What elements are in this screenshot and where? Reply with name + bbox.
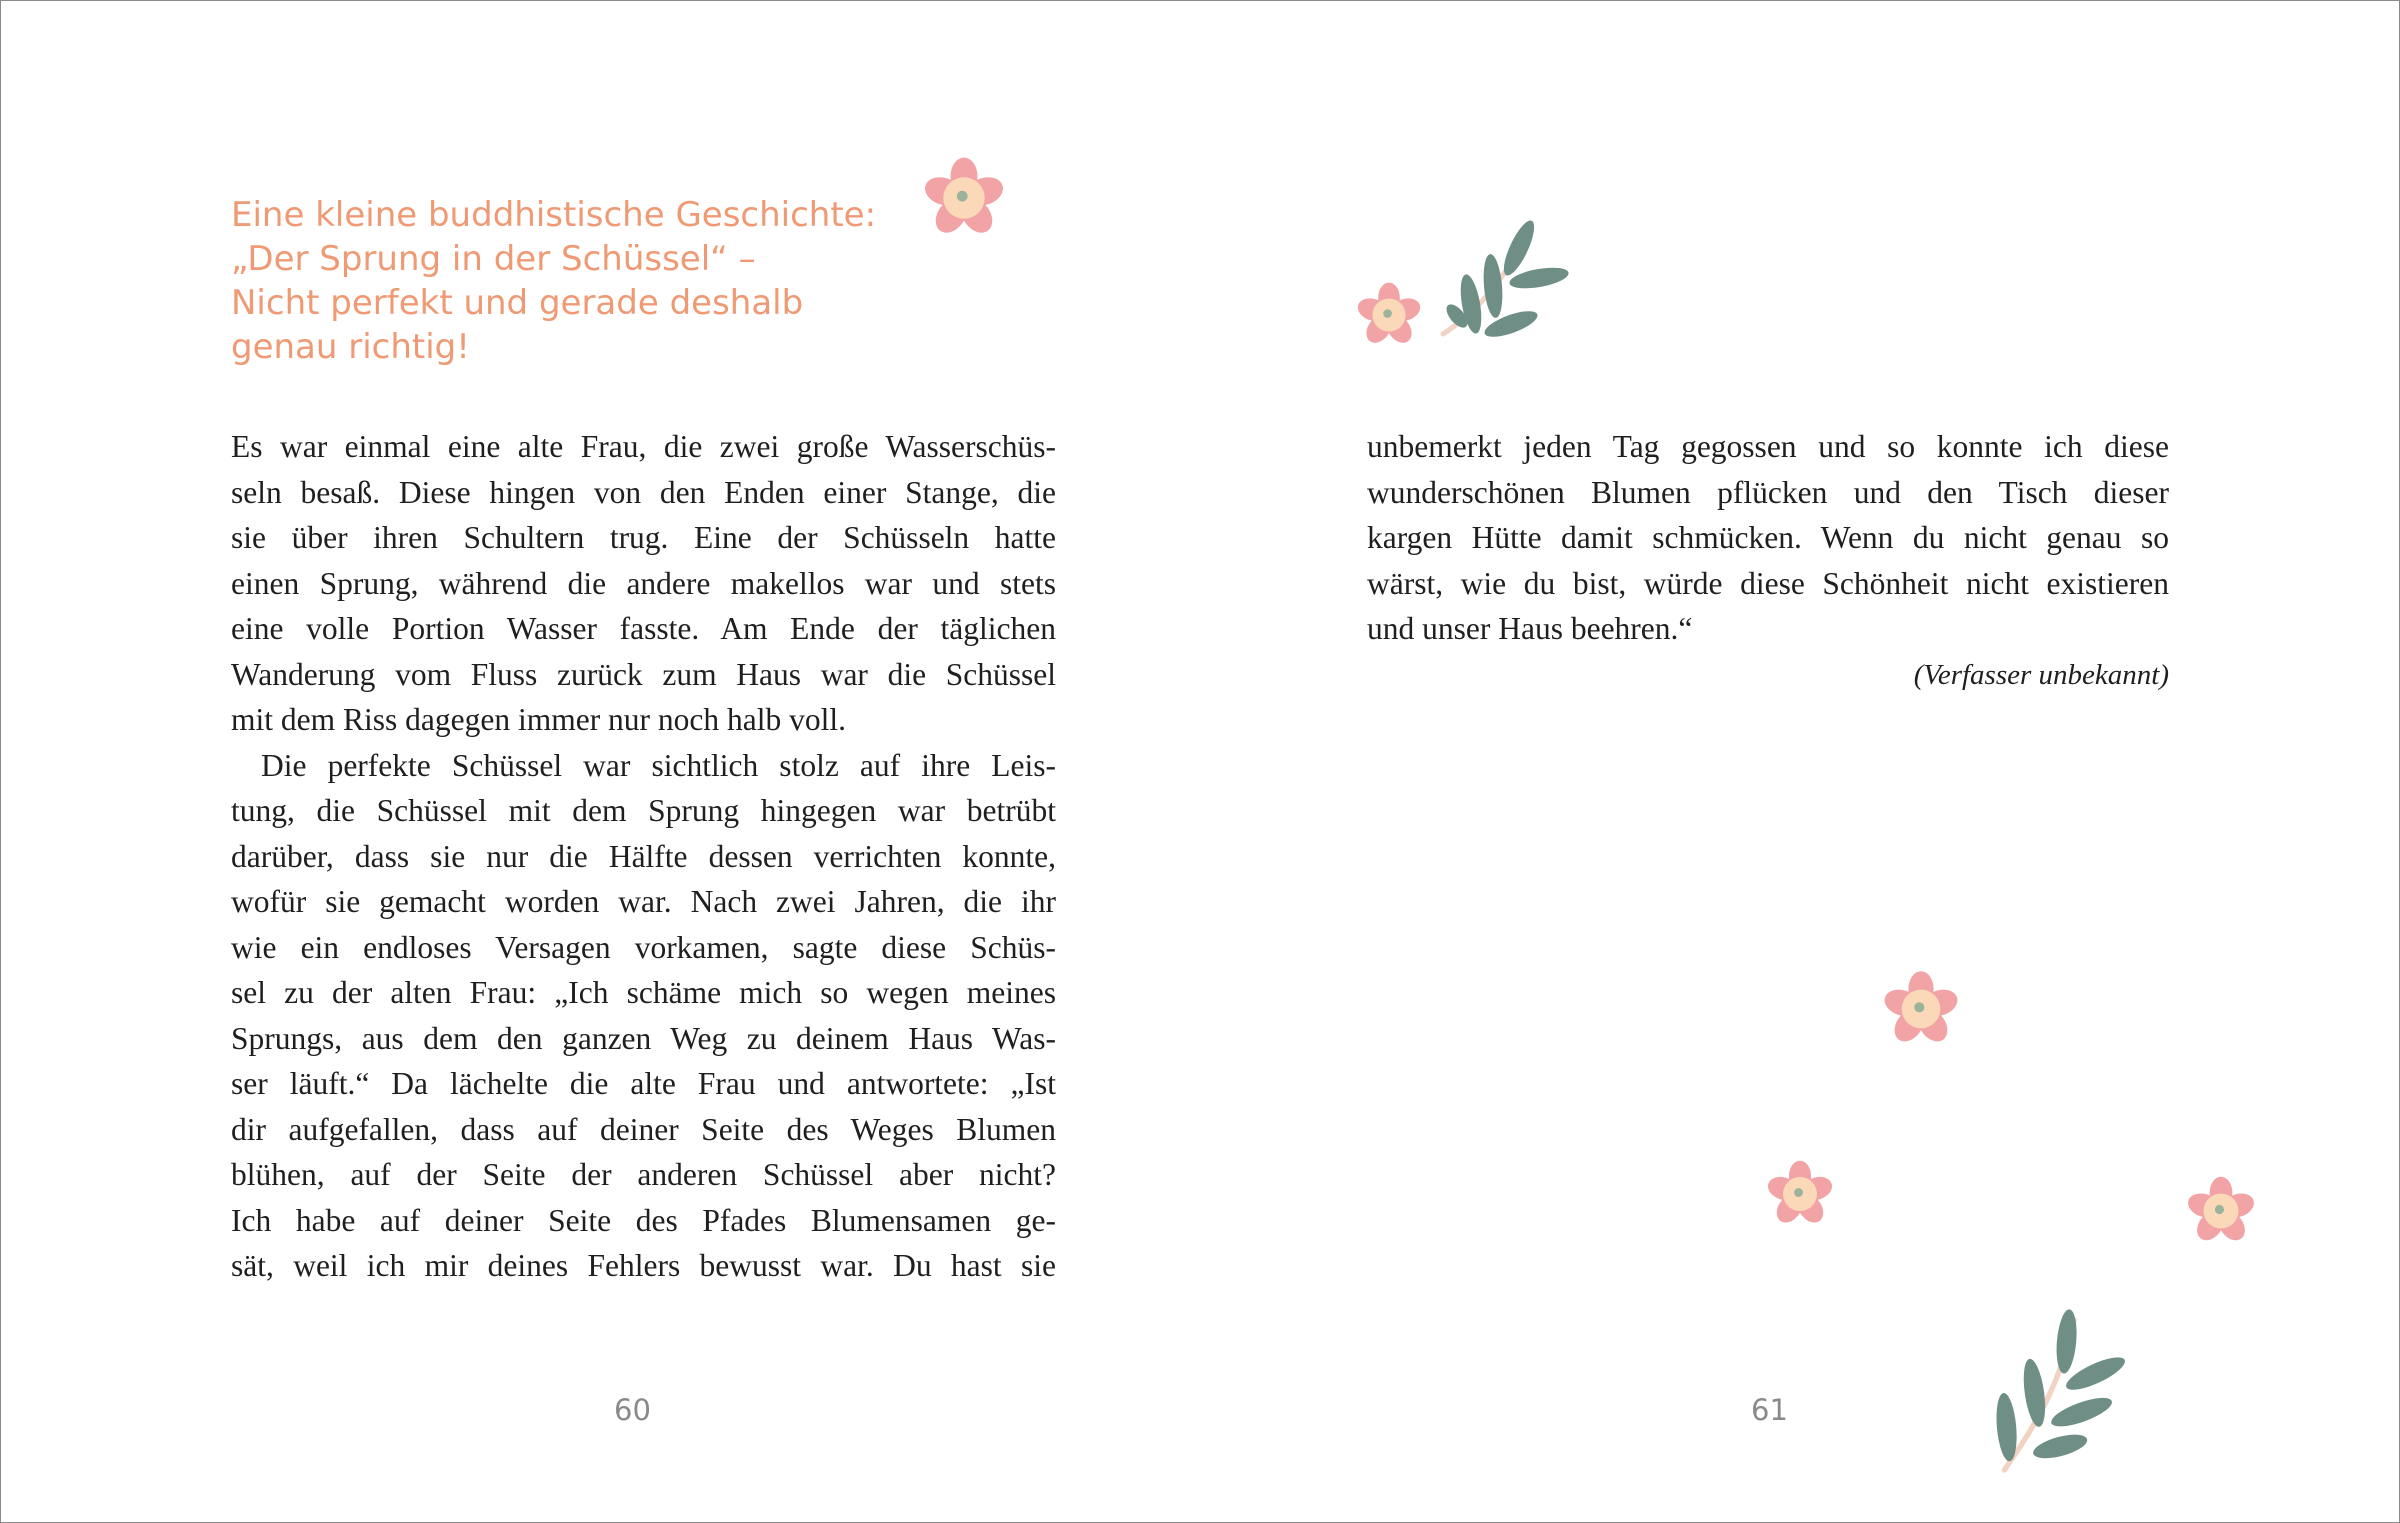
flower-icon <box>919 153 1009 243</box>
text-line: darüber, dass sie nur die Hälfte dessen verrichten konnte, <box>231 838 1056 874</box>
text-line: mit dem Riss dagegen immer nur noch halb voll. <box>231 702 847 737</box>
page-number-left: 60 <box>614 1393 651 1427</box>
right-page-text <box>1367 424 2169 698</box>
text-line: seln besaß. Diese hingen von den Enden einer Stange, die <box>231 474 1056 510</box>
text-line: Ich habe auf deiner Seite des Pfades Blumensamen ge- <box>231 1202 1056 1238</box>
leaf-sprig-icon <box>1431 216 1571 356</box>
text-line: wärst, wie du bist, würde diese Schönheit nicht existieren <box>1367 565 2169 601</box>
attribution: (Verfasser unbekannt) <box>1913 658 2169 691</box>
heading-line: genau richtig! <box>231 327 470 367</box>
leaf-sprig-icon <box>1983 1309 2133 1481</box>
text-line: Wanderung vom Fluss zurück zum Haus war die Schüssel <box>231 656 1056 692</box>
text-line: wunderschönen Blumen pflücken und den Tisch dieser <box>1367 474 2169 510</box>
text-line: wie ein endloses Versagen vorkamen, sagte diese Schüs- <box>231 929 1056 965</box>
text-line: tung, die Schüssel mit dem Sprung hingegen war betrübt <box>231 793 1056 828</box>
text-line: dir aufgefallen, dass auf deiner Seite des Weges Blumen <box>231 1111 1056 1147</box>
text-line: sel zu der alten Frau: „Ich schäme mich so wegen meines <box>231 975 1056 1010</box>
heading-line: „Der Sprung in der Schüssel“ – <box>231 239 756 279</box>
text-line: ser läuft.“ Da lächelte die alte Frau und antwortete: „Ist <box>231 1066 1056 1101</box>
flower-icon <box>2183 1173 2259 1249</box>
flower-icon <box>1879 967 1963 1051</box>
heading-line: Eine kleine buddhistische Geschichte: <box>231 195 877 235</box>
text-line: wofür sie gemacht worden war. Nach zwei Jahren, die ihr <box>231 884 1056 919</box>
text-line: einen Sprung, während die andere makellos war und stets <box>231 565 1056 601</box>
left-page-text <box>231 424 1056 1289</box>
text-line: Die perfekte Schüssel war sichtlich stolz auf ihre Leis- <box>261 747 1056 783</box>
chapter-heading <box>231 193 931 369</box>
flower-icon <box>1763 1157 1837 1231</box>
text-line: Sprungs, aus dem den ganzen Weg zu deinem Haus Was- <box>231 1020 1056 1056</box>
flower-icon <box>1353 279 1425 351</box>
text-line: sie über ihren Schultern trug. Eine der Schüsseln hatte <box>231 520 1056 555</box>
text-line: Es war einmal eine alte Frau, die zwei große Wasserschüs- <box>231 429 1056 464</box>
text-line: eine volle Portion Wasser fasste. Am Ende der täglichen <box>231 611 1056 646</box>
text-line: und unser Haus beehren.“ <box>1367 611 1693 646</box>
text-line: blühen, auf der Seite der anderen Schüssel aber nicht? <box>231 1157 1056 1192</box>
text-line: kargen Hütte damit schmücken. Wenn du nicht genau so <box>1367 520 2169 555</box>
heading-line: Nicht perfekt und gerade deshalb <box>231 283 804 323</box>
text-line: sät, weil ich mir deines Fehlers bewusst war. Du hast sie <box>231 1248 1056 1283</box>
page-number-right: 61 <box>1751 1393 1788 1427</box>
text-line: unbemerkt jeden Tag gegossen und so konnte ich diese <box>1367 429 2169 464</box>
